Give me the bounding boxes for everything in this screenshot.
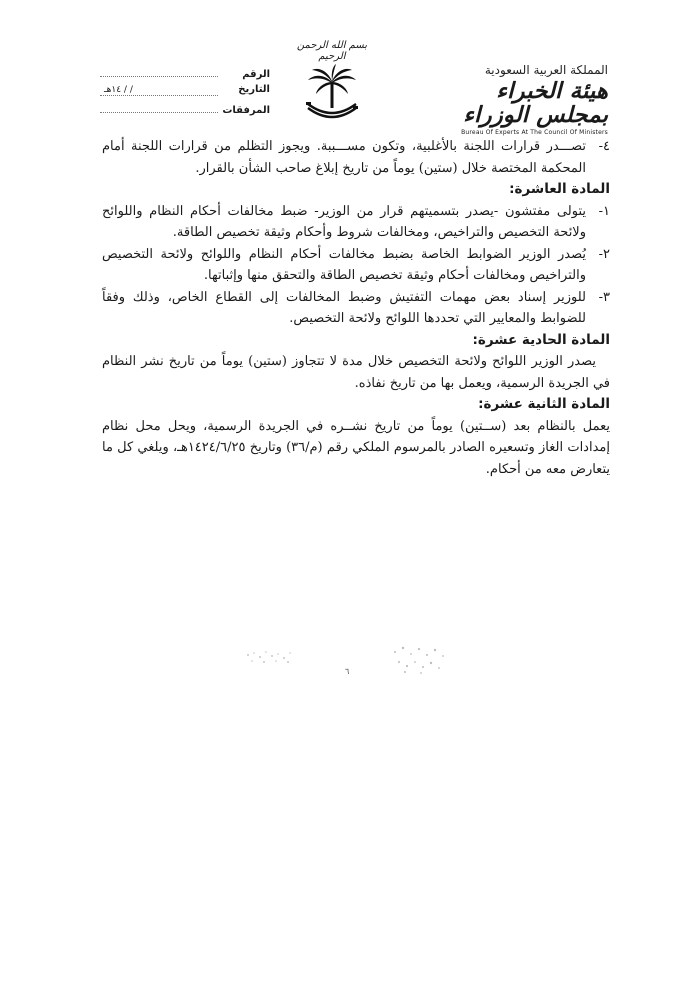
authority-name: هيئة الخبراء بمجلس الوزراء xyxy=(463,78,608,128)
kingdom-name: المملكة العربية السعودية xyxy=(484,63,608,77)
article-12-text: يعمل بالنظام بعد (ســتين) يوماً من تاريخ نشــره في الجريدة الرسمية، ويحل محل نظام إمدادات الغاز وتسعيره الصادر بالمرسوم الملكي رقم (م/٣٦) وتاريخ ١٤٢٤/٦/٢٥هـ، ويلغي كل ما يتعارض معه من أحكام. xyxy=(102,418,610,477)
article-12-heading: المادة الثانية عشرة: xyxy=(478,396,610,412)
faint-stamp-right xyxy=(385,640,455,680)
article-11-heading: المادة الحادية عشرة: xyxy=(472,331,610,348)
reference-number-label: الرقم xyxy=(242,69,270,80)
document-body xyxy=(102,136,610,480)
letterhead-emblem-block xyxy=(292,40,372,126)
basmala: بسم الله الرحمن الرحيم xyxy=(296,40,368,62)
reference-number-row xyxy=(100,66,270,84)
faint-stamp-left xyxy=(240,645,300,669)
item-number: ٣- xyxy=(598,289,610,305)
article-10-item-2 xyxy=(102,244,610,287)
clause-text: تصـــدر قرارات اللجنة بالأغلبية، وتكون مســـببة. ويجوز التظلم من قرارات اللجنة أمام المحكمة المختصة خلال (ستين) يوماً من تاريخ إبلاغ صاحب الشأن بالقرار. xyxy=(102,139,586,176)
page-number: ٦ xyxy=(345,667,350,676)
item-text: يتولى مفتشون -يصدر بتسميتهم قرار من الوزير- ضبط مخالفات أحكام النظام واللوائح ولائحة التخصيص والتراخيص، ومخالفات شروط وأحكام وثيقة تخصيص الطاقة. xyxy=(102,203,586,240)
attachments-value xyxy=(100,102,218,113)
palm-and-swords-emblem-icon xyxy=(302,64,362,126)
date-label: التاريخ xyxy=(238,84,270,95)
date-row xyxy=(100,84,270,102)
clause-number: ٤- xyxy=(598,139,610,154)
item-number: ٢- xyxy=(598,246,610,262)
bureau-english-name: Bureau Of Experts At The Council Of Ministers xyxy=(461,129,608,136)
reference-number-value xyxy=(100,66,218,77)
letterhead-authority-block xyxy=(428,63,608,136)
item-text: يُصدر الوزير الضوابط الخاصة بضبط مخالفات أحكام النظام واللوائح ولائحة التخصيص والتراخيص ومخالفات أحكام وثيقة تخصيص الطاقة والتحقق منها وإثباتها. xyxy=(102,246,587,283)
item-number: ١- xyxy=(598,203,610,219)
article-10-item-3 xyxy=(102,287,610,330)
reference-block xyxy=(100,66,270,120)
article-11-text: يصدر الوزير اللوائح ولائحة التخصيص خلال مدة لا تتجاوز (ستين) يوماً من تاريخ نشر النظام في الجريدة الرسمية، ويعمل بها من تاريخ نفاذه. xyxy=(102,354,610,391)
article-10-heading: المادة العاشرة: xyxy=(509,181,610,197)
date-value: / / ١٤هـ xyxy=(100,85,218,96)
attachments-label: المرفقات xyxy=(222,105,270,116)
attachments-row xyxy=(100,102,270,120)
clause-item xyxy=(102,136,610,179)
article-10-item-1 xyxy=(102,201,610,244)
item-text: للوزير إسناد بعض مهمات التفتيش وضبط المخالفات إلى القطاع الخاص، وذلك وفقاً للضوابط والمعايير التي تحددها اللوائح ولائحة التخصيص. xyxy=(102,289,586,326)
